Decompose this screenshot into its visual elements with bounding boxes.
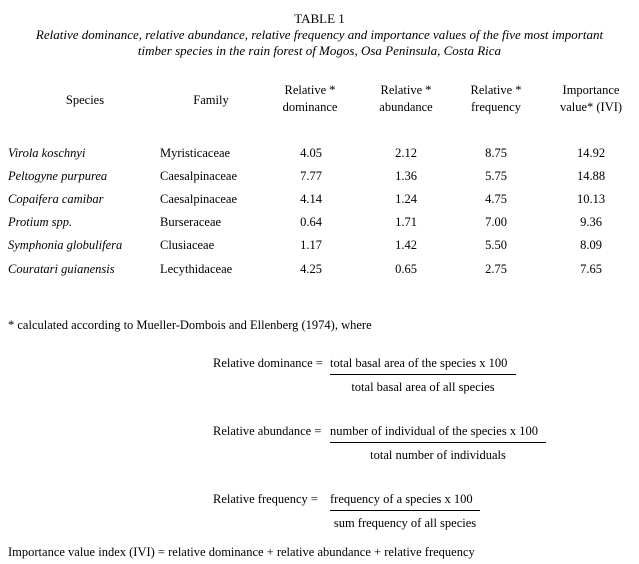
formula-dominance-fraction (330, 356, 516, 395)
cell-frequency: 4.75 (485, 192, 507, 206)
header-species: Species (65, 93, 105, 107)
header-family: Family (193, 93, 229, 107)
header-importance-line1: Importance (562, 83, 620, 97)
cell-species: Copaifera camibar (8, 192, 104, 206)
cell-family: Caesalpinaceae (160, 169, 238, 183)
fraction-bar (330, 510, 480, 511)
formula-frequency-numerator: frequency of a species x 100 (330, 492, 473, 506)
formula-abundance-label: Relative abundance = (213, 424, 322, 438)
cell-dominance: 7.77 (300, 169, 322, 183)
cell-importance: 14.92 (576, 146, 606, 160)
header-frequency-line1: Relative * (470, 83, 522, 97)
cell-abundance: 2.12 (395, 146, 417, 160)
cell-dominance: 4.05 (300, 146, 322, 160)
formula-dominance-label: Relative dominance = (213, 356, 323, 370)
cell-abundance: 1.42 (395, 238, 417, 252)
formula-frequency-label: Relative frequency = (213, 492, 318, 506)
cell-family: Clusiaceae (160, 238, 215, 252)
cell-dominance: 4.14 (300, 192, 322, 206)
cell-species: Symphonia globulifera (8, 238, 123, 252)
formula-frequency-denominator: sum frequency of all species (333, 516, 477, 530)
cell-species: Couratari guianensis (8, 262, 115, 276)
table-title: TABLE 1 (294, 11, 345, 26)
formula-abundance-numerator: number of individual of the species x 100 (330, 424, 538, 438)
cell-family: Burseraceae (160, 215, 222, 229)
cell-importance: 8.09 (580, 238, 602, 252)
cell-family: Myristicaceae (160, 146, 231, 160)
header-abundance (366, 82, 446, 116)
cell-frequency: 7.00 (485, 215, 507, 229)
formula-abundance-fraction (330, 424, 546, 463)
fraction-bar (330, 374, 516, 375)
cell-frequency: 8.75 (485, 146, 507, 160)
header-dominance-line1: Relative * (284, 83, 336, 97)
cell-family: Lecythidaceae (160, 262, 233, 276)
cell-importance: 9.36 (580, 215, 602, 229)
table-caption: Relative dominance, relative abundance, relative frequency and importance values of the five most important timber species in the rain forest of Mogos, Osa Peninsula, Costa Rica (35, 27, 604, 58)
cell-family: Caesalpinaceae (160, 192, 238, 206)
cell-species: Protium spp. (8, 215, 73, 229)
ivi-definition: Importance value index (IVI) = relative dominance + relative abundance + relative frequency (8, 545, 475, 559)
header-dominance-line2: dominance (282, 100, 338, 114)
cell-frequency: 5.50 (485, 238, 507, 252)
cell-frequency: 2.75 (485, 262, 507, 276)
header-importance (549, 82, 633, 116)
header-abundance-line2: abundance (379, 100, 433, 114)
cell-species: Peltogyne purpurea (8, 169, 108, 183)
cell-abundance: 1.36 (395, 169, 417, 183)
header-frequency (456, 82, 536, 116)
cell-abundance: 1.71 (395, 215, 417, 229)
fraction-bar (330, 442, 546, 443)
formula-frequency-fraction (330, 492, 480, 531)
cell-importance: 10.13 (576, 192, 606, 206)
header-importance-line2: value* (IVI) (559, 100, 623, 114)
header-dominance (270, 82, 350, 116)
cell-abundance: 0.65 (395, 262, 417, 276)
cell-species: Virola koschnyi (8, 146, 86, 160)
cell-dominance: 1.17 (300, 238, 322, 252)
formula-dominance-numerator: total basal area of the species x 100 (330, 356, 508, 370)
footnote: * calculated according to Mueller-Dombois and Ellenberg (1974), where (8, 318, 372, 332)
cell-abundance: 1.24 (395, 192, 417, 206)
header-abundance-line1: Relative * (380, 83, 432, 97)
cell-dominance: 0.64 (300, 215, 322, 229)
cell-dominance: 4.25 (300, 262, 322, 276)
formula-dominance-denominator: total basal area of all species (351, 380, 495, 394)
header-frequency-line2: frequency (471, 100, 521, 114)
cell-importance: 14.88 (576, 169, 606, 183)
cell-importance: 7.65 (580, 262, 602, 276)
cell-frequency: 5.75 (485, 169, 507, 183)
formula-abundance-denominator: total number of individuals (370, 448, 506, 462)
